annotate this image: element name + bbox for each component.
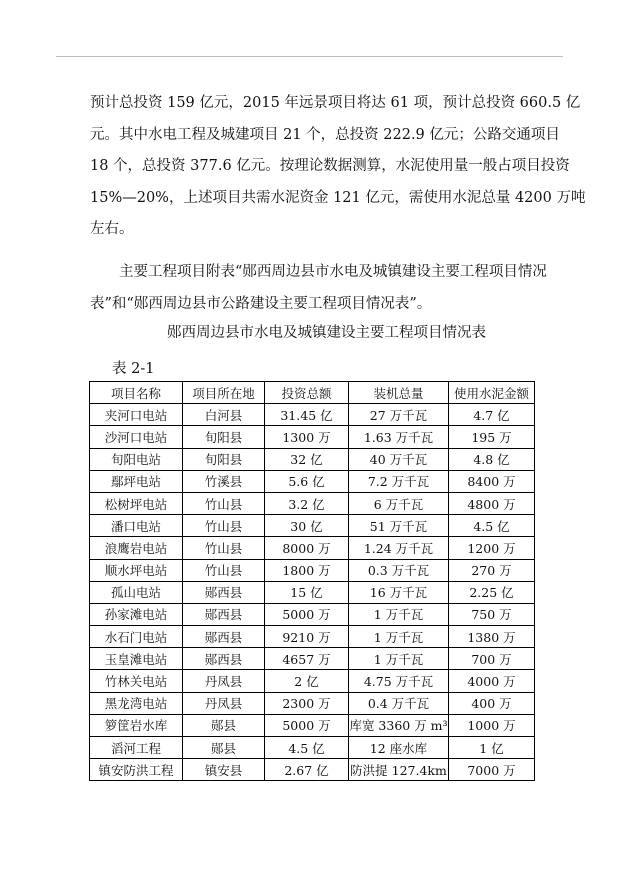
cell-capacity: 1 万千瓦 [349,648,449,670]
paragraph-line: 18 个，总投资 377.6 亿元。按理论数据测算，水泥使用量一般占项目投资 [90,158,570,174]
cell-capacity: 0.3 万千瓦 [349,559,449,581]
cell-location: 丹凤县 [183,692,265,714]
column-header-name: 项目名称 [90,382,183,404]
cell-location: 郧县 [183,737,265,759]
cell-capacity: 1 万千瓦 [349,603,449,625]
cell-location: 郧西县 [183,626,265,648]
paragraph-line: 左右。 [90,221,134,237]
cell-location: 郧西县 [183,581,265,603]
table-row [90,426,535,448]
column-header-cement-amount: 使用水泥金额 [449,382,535,404]
table-row [90,737,535,759]
cell-project-name: 孤山电站 [90,581,183,603]
cell-cement-amount: 4000 万 [449,670,535,692]
cell-location: 竹山县 [183,559,265,581]
cell-project-name: 旬阳电站 [90,448,183,470]
cell-capacity: 1.63 万千瓦 [349,426,449,448]
cell-project-name: 沙河口电站 [90,426,183,448]
cell-location: 郧县 [183,714,265,736]
cell-location: 丹凤县 [183,670,265,692]
paragraph-line: 元。其中水电工程及城建项目 21 个，总投资 222.9 亿元；公路交通项目 [90,126,560,143]
cell-capacity: 4.75 万千瓦 [349,670,449,692]
cell-cement-amount: 7000 万 [449,759,535,781]
cell-project-name: 潘口电站 [90,515,183,537]
cell-investment: 2 亿 [265,670,349,692]
cell-location: 竹山县 [183,492,265,514]
paragraph-line: 预计总投资 159 亿元，2015 年远景项目将达 61 项，预计总投资 660.5 亿 [90,95,581,111]
cell-cement-amount: 195 万 [449,426,535,448]
cell-cement-amount: 8400 万 [449,470,535,492]
table-row [90,603,535,625]
cell-investment: 4.5 亿 [265,737,349,759]
cell-cement-amount: 1200 万 [449,537,535,559]
cell-cement-amount: 1380 万 [449,626,535,648]
table-row [90,537,535,559]
cell-project-name: 鄢坪电站 [90,470,183,492]
cell-investment: 4657 万 [265,648,349,670]
cell-location: 旬阳县 [183,426,265,448]
cell-capacity: 51 万千瓦 [349,515,449,537]
cell-capacity: 12 座水库 [349,737,449,759]
cell-investment: 3.2 亿 [265,492,349,514]
cell-cement-amount: 750 万 [449,603,535,625]
table-row [90,759,535,781]
table-row [90,559,535,581]
table-row [90,492,535,514]
intro-paragraph [90,88,586,246]
cell-project-name: 镇安防洪工程 [90,759,183,781]
table-row [90,448,535,470]
cell-investment: 2.67 亿 [265,759,349,781]
table-row [90,626,535,648]
cell-cement-amount: 4800 万 [449,492,535,514]
cell-investment: 30 亿 [265,515,349,537]
projects-table [89,381,535,781]
cell-cement-amount: 1 亿 [449,737,535,759]
column-header-investment: 投资总额 [265,382,349,404]
cell-project-name: 竹林关电站 [90,670,183,692]
table-row [90,404,535,426]
cell-project-name: 浪鹰岩电站 [90,537,183,559]
column-header-capacity: 装机总量 [349,382,449,404]
cell-cement-amount: 1000 万 [449,714,535,736]
cell-location: 郧西县 [183,648,265,670]
cell-capacity: 7.2 万千瓦 [349,470,449,492]
column-header-location: 项目所在地 [183,382,265,404]
header-rule [56,56,563,57]
table-row [90,692,535,714]
cell-capacity: 6 万千瓦 [349,492,449,514]
cell-cement-amount: 700 万 [449,648,535,670]
cell-capacity: 库宽 3360 万 m³ [349,714,449,736]
cell-capacity: 1 万千瓦 [349,626,449,648]
cell-investment: 5000 万 [265,603,349,625]
cell-location: 竹山县 [183,537,265,559]
cell-capacity: 1.24 万千瓦 [349,537,449,559]
table-row [90,670,535,692]
cell-investment: 8000 万 [265,537,349,559]
cell-project-name: 松树坪电站 [90,492,183,514]
cell-investment: 5.6 亿 [265,470,349,492]
cell-cement-amount: 4.8 亿 [449,448,535,470]
cell-investment: 1300 万 [265,426,349,448]
cell-project-name: 箩筐岩水库 [90,714,183,736]
cell-cement-amount: 400 万 [449,692,535,714]
cell-project-name: 孙家滩电站 [90,603,183,625]
cell-project-name: 夹河口电站 [90,404,183,426]
table-title: 郧西周边县市水电及城镇建设主要工程项目情况表 [167,325,486,341]
cell-cement-amount: 4.7 亿 [449,404,535,426]
cell-location: 镇安县 [183,759,265,781]
cell-capacity: 0.4 万千瓦 [349,692,449,714]
cell-capacity: 27 万千瓦 [349,404,449,426]
table-row [90,581,535,603]
cell-investment: 32 亿 [265,448,349,470]
cell-location: 竹山县 [183,515,265,537]
paragraph-line: 15%—20%，上述项目共需水泥资金 121 亿元，需使用水泥总量 4200 万吨 [90,189,586,206]
cell-project-name: 水石门电站 [90,626,183,648]
paragraph-line: 表”和“郧西周边县市公路建设主要工程项目情况表”。 [90,295,432,312]
table-row [90,470,535,492]
table-row [90,515,535,537]
cell-project-name: 黑龙湾电站 [90,692,183,714]
cell-location: 竹溪县 [183,470,265,492]
cell-cement-amount: 2.25 亿 [449,581,535,603]
cell-project-name: 滔河工程 [90,737,183,759]
cell-investment: 31.45 亿 [265,404,349,426]
cell-cement-amount: 4.5 亿 [449,515,535,537]
cell-investment: 15 亿 [265,581,349,603]
cell-investment: 9210 万 [265,626,349,648]
cell-capacity: 防洪提 127.4km [349,759,449,781]
table-body [90,404,535,781]
table-caption: 表 2-1 [112,361,155,377]
cell-location: 郧西县 [183,603,265,625]
cell-investment: 5000 万 [265,714,349,736]
table-row [90,714,535,736]
cell-cement-amount: 270 万 [449,559,535,581]
cell-capacity: 40 万千瓦 [349,448,449,470]
paragraph-line: 主要工程项目附表“郧西周边县市水电及城镇建设主要工程项目情况 [119,264,547,280]
cell-location: 旬阳县 [183,448,265,470]
cell-capacity: 16 万千瓦 [349,581,449,603]
appendix-paragraph [90,257,563,320]
cell-project-name: 玉皇滩电站 [90,648,183,670]
cell-location: 白河县 [183,404,265,426]
table-header-row [90,382,535,404]
table-row [90,648,535,670]
cell-investment: 2300 万 [265,692,349,714]
cell-investment: 1800 万 [265,559,349,581]
cell-project-name: 顺水坪电站 [90,559,183,581]
